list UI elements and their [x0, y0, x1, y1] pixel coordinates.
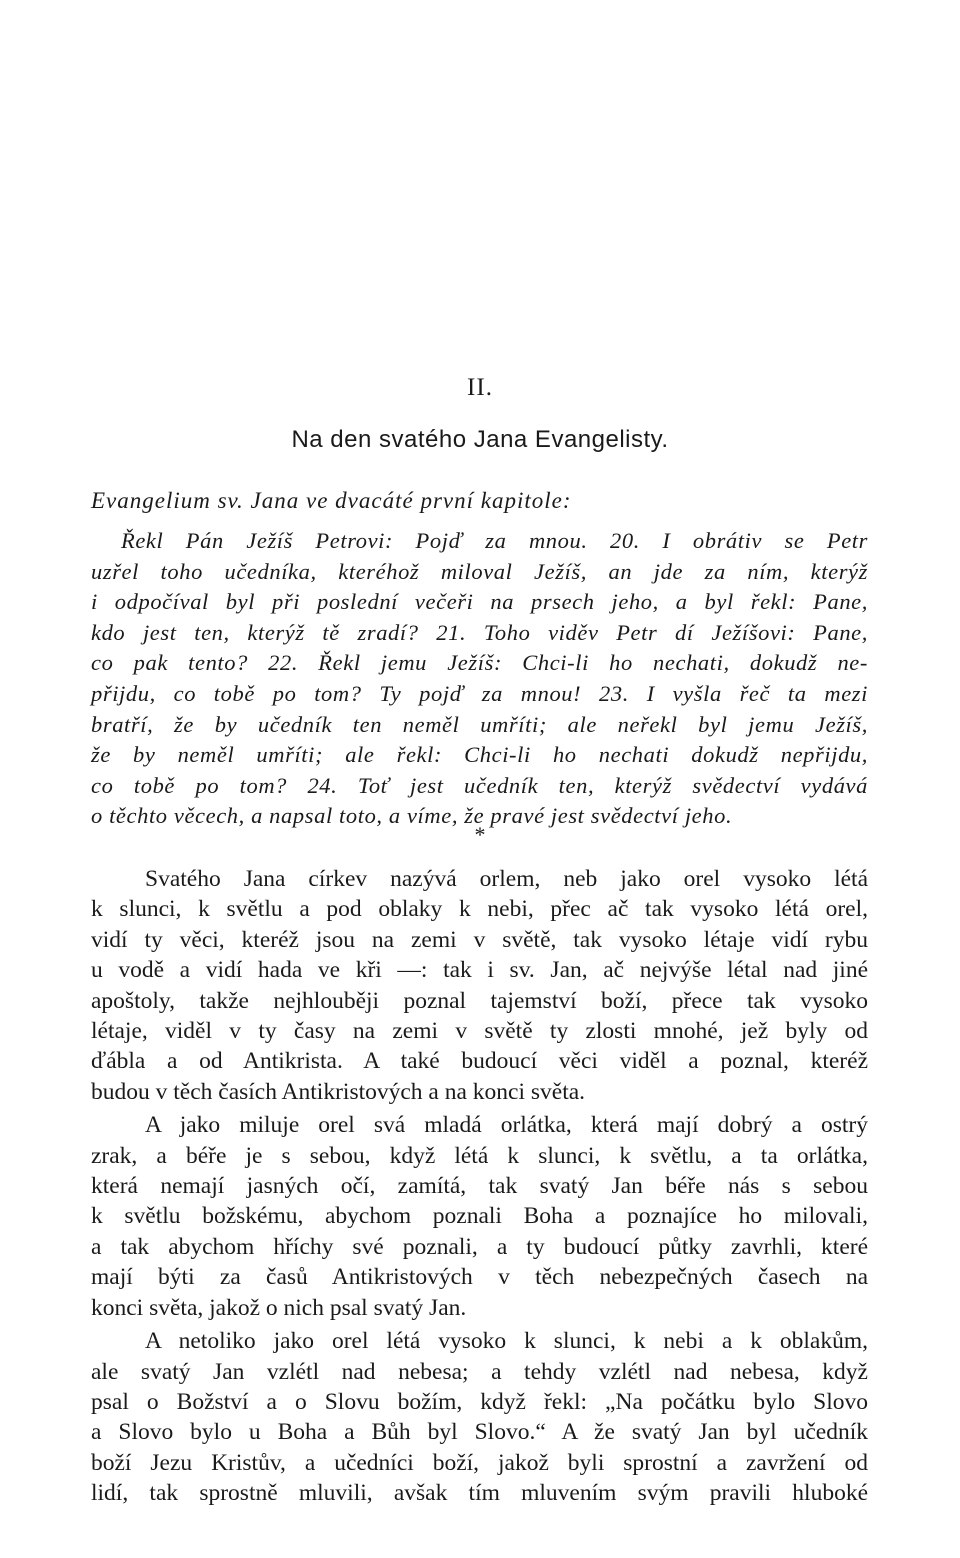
paragraph-3 — [91, 1326, 868, 1508]
paragraph-1 — [91, 864, 868, 1107]
text-line: k světlu božskému, abychom poznali Boha a poznajíce ho milovali, — [91, 1203, 868, 1230]
text-line: ale svatý Jan vzlétl nad nebesa; a tehdy vzlétl nad nebesa, když — [91, 1358, 868, 1385]
text-line: vidí ty věci, kteréž jsou na zemi v světě, tak vysoko létaje vidí rybu — [91, 926, 868, 953]
gospel-line: bratří, že by učedník ten neměl umříti; ale neřekl byl jemu Ježíš, — [91, 711, 868, 737]
text-line: létaje, viděl v ty časy na zemi v světě ty zlosti mnohé, jež byly od — [91, 1018, 868, 1045]
text-line: k slunci, k světlu a pod oblaky k nebi, přec ač tak vysoko létá orel, — [91, 896, 868, 923]
section-separator: * — [474, 822, 486, 847]
gospel-line: že by neměl umříti; ale řekl: Chci-li ho nechati dokudž nepřijdu, — [91, 742, 868, 768]
paragraph-2 — [91, 1110, 868, 1323]
gospel-line: kdo jest ten, kterýž tě zradí? 21. Toho viděv Petr dí Ježíšovi: Pane, — [91, 619, 868, 645]
gospel-reference: Evangelium sv. Jana ve dvacáté první kapitole: — [91, 488, 572, 513]
text-line: boží Jezu Kristův, a učedníci boží, jakož byli sprostní a zavržení od — [91, 1449, 868, 1476]
text-line: budou v těch časích Antikristových a na konci světa. — [91, 1078, 586, 1105]
text-line: psal o Božství a o Slovu božím, když řekl: „Na počátku bylo Slovo — [91, 1388, 868, 1415]
gospel-line: co pak tento? 22. Řekl jemu Ježíš: Chci-li ho nechati, dokudž ne- — [91, 650, 868, 676]
text-line: apoštoly, takže nejhlouběji poznal tajemství boží, přece tak vysoko — [91, 987, 868, 1014]
gospel-line: Řekl Pán Ježíš Petrovi: Pojď za mnou. 20. I obrátiv se Petr — [121, 528, 868, 553]
text-line: lidí, tak sprostně mluvili, avšak tím mluvením svým pravili hluboké — [91, 1480, 868, 1507]
sermon-body — [91, 864, 868, 1512]
gospel-passage — [91, 526, 868, 832]
chapter-title: Na den svatého Jana Evangelisty. — [291, 426, 669, 453]
text-line: ďábla a od Antikrista. A také budoucí věci viděl a poznal, kteréž — [91, 1048, 868, 1075]
text-line: Svatého Jana církev nazývá orlem, neb jako orel vysoko létá — [145, 866, 868, 892]
text-line: mají býti za časů Antikristových v těch nebezpečných časech na — [91, 1264, 868, 1291]
text-line: A jako miluje orel svá mladá orlátka, která mají dobrý a ostrý — [145, 1112, 868, 1139]
text-line: konci světa, jakož o nich psal svatý Jan. — [91, 1294, 467, 1321]
text-line: která nemají jasných očí, zamítá, tak svatý Jan béře nás s sebou — [91, 1173, 868, 1200]
gospel-line: o těchto věcech, a napsal toto, a víme, že pravé jest svědectví jeho. — [91, 803, 733, 829]
text-line: u vodě a vidí hada ve kři —: tak i sv. Jan, ač nejvýše létal nad jiné — [91, 957, 868, 984]
gospel-line: přijdu, co tobě po tom? Ty pojď za mnou! 23. I vyšla řeč ta mezi — [91, 680, 868, 706]
gospel-line: uzřel toho učedníka, kteréhož miloval Ježíš, an jde za ním, kterýž — [91, 558, 868, 584]
text-line: A netoliko jako orel létá vysoko k slunci, k nebi a k oblakům, — [145, 1328, 868, 1355]
chapter-number: II. — [467, 374, 493, 401]
text-line: a tak abychom hříchy své poznali, a ty budoucí půtky zavrhli, které — [91, 1233, 868, 1260]
text-line: a Slovo bylo u Boha a Bůh byl Slovo.“ A že svatý Jan byl učedník — [91, 1419, 868, 1446]
gospel-line: i odpočíval byl při poslední večeři na prsech jeho, a byl řekl: Pane, — [91, 589, 868, 615]
text-line: zrak, a béře je s sebou, když létá k slunci, k světlu, a ta orlátka, — [91, 1142, 868, 1169]
gospel-line: co tobě po tom? 24. Toť jest učedník ten, kterýž svědectví vydává — [91, 772, 868, 798]
